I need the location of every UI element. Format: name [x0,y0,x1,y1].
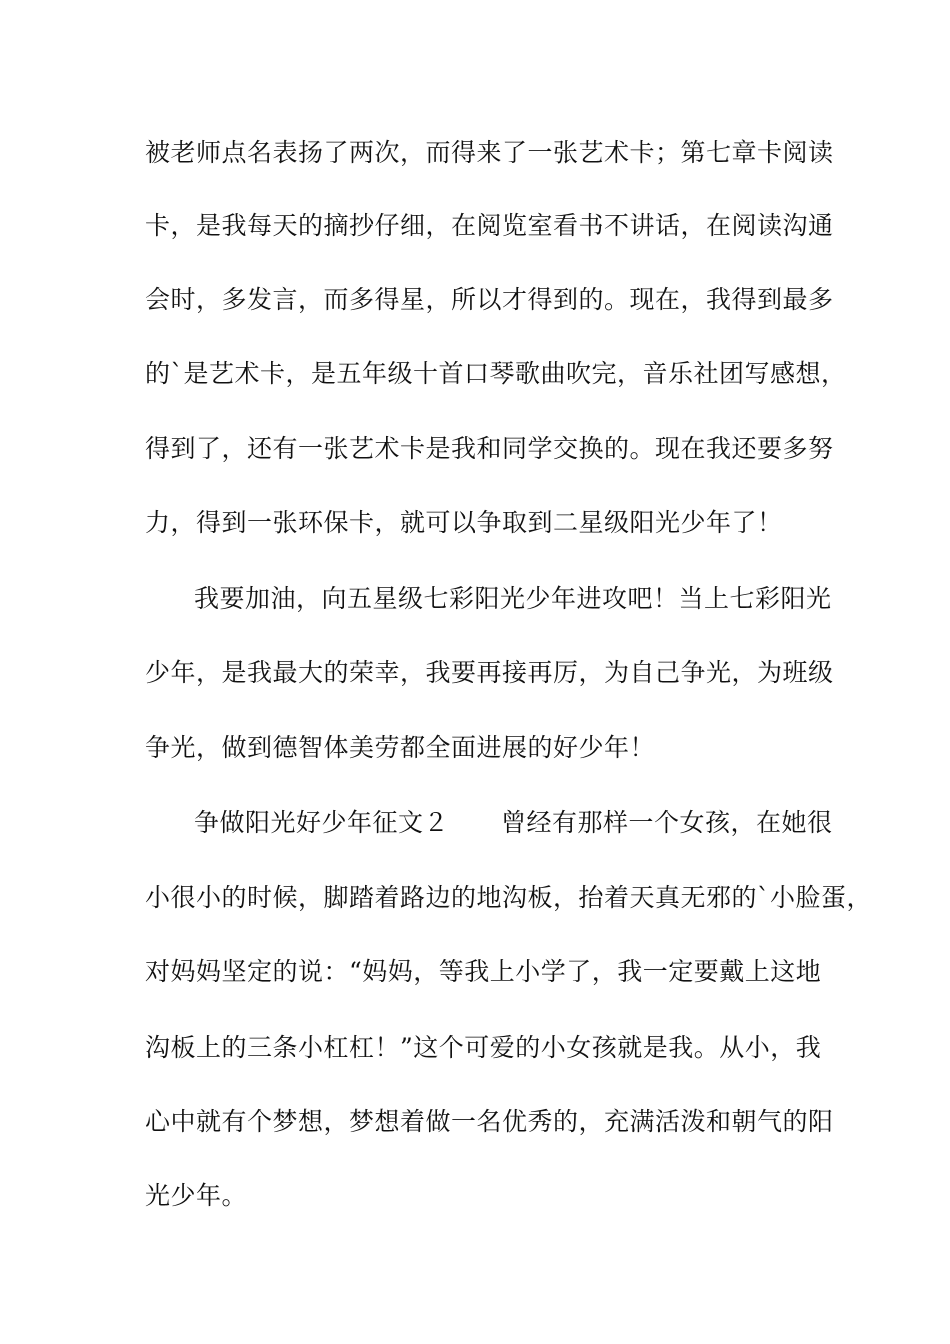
paragraph-line: 沟板上的三条小杠杠！”这个可爱的小女孩就是我。从小，我 [145,1033,822,1062]
paragraph-line: 争光，做到德智体美劳都全面进展的好少年！ [145,733,656,762]
essay-title: 争做阳光好少年征文２ [194,808,450,837]
paragraph-line: 心中就有个梦想，梦想着做一名优秀的，充满活泼和朝气的阳 [145,1107,834,1136]
paragraph-line: 得到了，还有一张艺术卡是我和同学交换的。现在我还要多努 [145,434,834,463]
paragraph-line: 小很小的时候，脚踏着路边的地沟板，抬着天真无邪的`小脸蛋， [145,883,873,912]
essay-heading-line [194,803,864,843]
paragraph-line: 卡，是我每天的摘抄仔细，在阅览室看书不讲话，在阅读沟通 [145,211,834,240]
paragraph-line: 少年，是我最大的荣幸，我要再接再厉，为自己争光，为班级 [145,658,834,687]
paragraph-text: 曾经有那样一个女孩，在她很 [501,808,833,837]
paragraph-line: 光少年。 [145,1181,248,1210]
paragraph-line: 对妈妈坚定的说：“妈妈，等我上小学了，我一定要戴上这地 [145,957,822,986]
paragraph-line: 会时，多发言，而多得星，所以才得到的。现在，我得到最多 [145,285,834,314]
paragraph-line: 我要加油，向五星级七彩阳光少年进攻吧！当上七彩阳光 [194,584,832,613]
paragraph-line: 被老师点名表扬了两次，而得来了一张艺术卡；第七章卡阅读 [145,138,834,167]
paragraph-line: 力，得到一张环保卡，就可以争取到二星级阳光少年了！ [145,508,783,537]
paragraph-line: 的`是艺术卡，是五年级十首口琴歌曲吹完，音乐社团写感想， [145,359,847,388]
